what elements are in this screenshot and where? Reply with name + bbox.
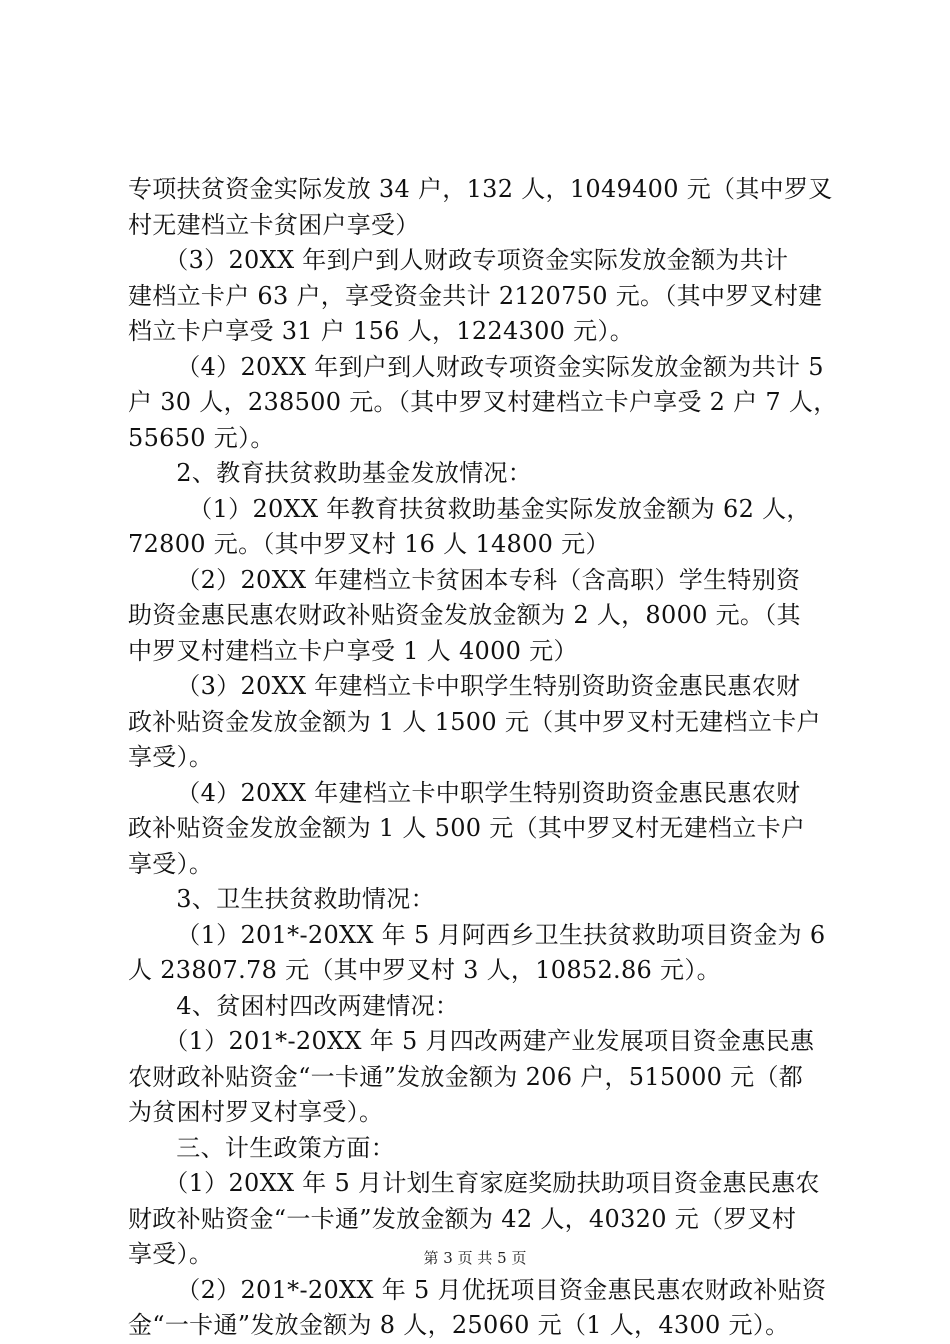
text-line: （2）20XX 年建档立卡贫困本专科（含高职）学生特别资 <box>164 565 801 594</box>
text-line: （1）201*-20XX 年 5 月四改两建产业发展项目资金惠民惠 <box>152 1027 815 1055</box>
text-line: （4）20XX 年建档立卡中职学生特别资助资金惠民惠农财 <box>164 778 801 807</box>
text-line: 55650 元）。 <box>128 423 275 452</box>
text-line: 享受）。 <box>128 1240 214 1268</box>
text-line: （4）20XX 年到户到人财政专项资金实际发放金额为共计 5 <box>164 352 824 381</box>
text-line: （1）20XX 年教育扶贫救助基金实际发放金额为 62 人， <box>176 494 811 523</box>
text-line: 建档立卡户 63 户，享受资金共计 2120750 元。（其中罗叉村建 <box>128 281 823 310</box>
text-line: 档立卡户享受 31 户 156 人，1224300 元）。 <box>128 317 635 345</box>
text-line: 中罗叉村建档立卡户享受 1 人 4000 元） <box>128 636 578 665</box>
text-line: 人 23807.78 元（其中罗叉村 3 人，10852.86 元）。 <box>128 956 721 984</box>
text-line: 金“一卡通”发放金额为 8 人，25060 元（1 人，4300 元）。 <box>128 1311 790 1339</box>
text-line: 专项扶贫资金实际发放 34 户，132 人，1049400 元（其中罗叉 <box>128 175 833 203</box>
text-line: （1）201*-20XX 年 5 月阿西乡卫生扶贫救助项目资金为 6 <box>164 920 826 949</box>
section-heading: 3、卫生扶贫救助情况： <box>152 885 435 913</box>
text-line: 政补贴资金发放金额为 1 人 1500 元（其中罗叉村无建档立卡户 <box>128 707 821 736</box>
text-line: 财政补贴资金“一卡通”发放金额为 42 人，40320 元（罗叉村 <box>128 1204 797 1233</box>
text-line: （1）20XX 年 5 月计划生育家庭奖励扶助项目资金惠民惠农 <box>152 1169 820 1197</box>
text-line: （2）201*-20XX 年 5 月优抚项目资金惠民惠农财政补贴资 <box>164 1275 827 1304</box>
text-line: 享受）。 <box>128 849 214 878</box>
text-line: 72800 元。（其中罗叉村 16 人 14800 元） <box>128 530 610 558</box>
text-line: 农财政补贴资金“一卡通”发放金额为 206 户，515000 元（都 <box>128 1062 804 1091</box>
text-line: 为贫困村罗叉村享受）。 <box>128 1098 384 1126</box>
text-line: （3）20XX 年建档立卡中职学生特别资助资金惠民惠农财 <box>164 672 801 700</box>
text-line: 政补贴资金发放金额为 1 人 500 元（其中罗叉村无建档立卡户 <box>128 814 806 842</box>
text-line: 助资金惠民惠农财政补贴资金发放金额为 2 人，8000 元。（其 <box>128 601 801 629</box>
section-heading: 三、计生政策方面： <box>152 1133 395 1162</box>
text-line: 享受）。 <box>128 743 214 771</box>
document-body <box>128 172 840 1344</box>
section-heading: 4、贫困村四改两建情况： <box>152 991 460 1020</box>
section-heading: 2、教育扶贫救助基金发放情况： <box>152 459 533 487</box>
text-line: 户 30 人，238500 元。（其中罗叉村建档立卡户享受 2 户 7 人， <box>128 388 838 416</box>
page-number-footer: 第 3 页 共 5 页 <box>423 1249 527 1267</box>
text-line: （3）20XX 年到户到人财政专项资金实际发放金额为共计 <box>152 246 789 274</box>
text-line: 村无建档立卡贫困户享受） <box>128 210 420 239</box>
